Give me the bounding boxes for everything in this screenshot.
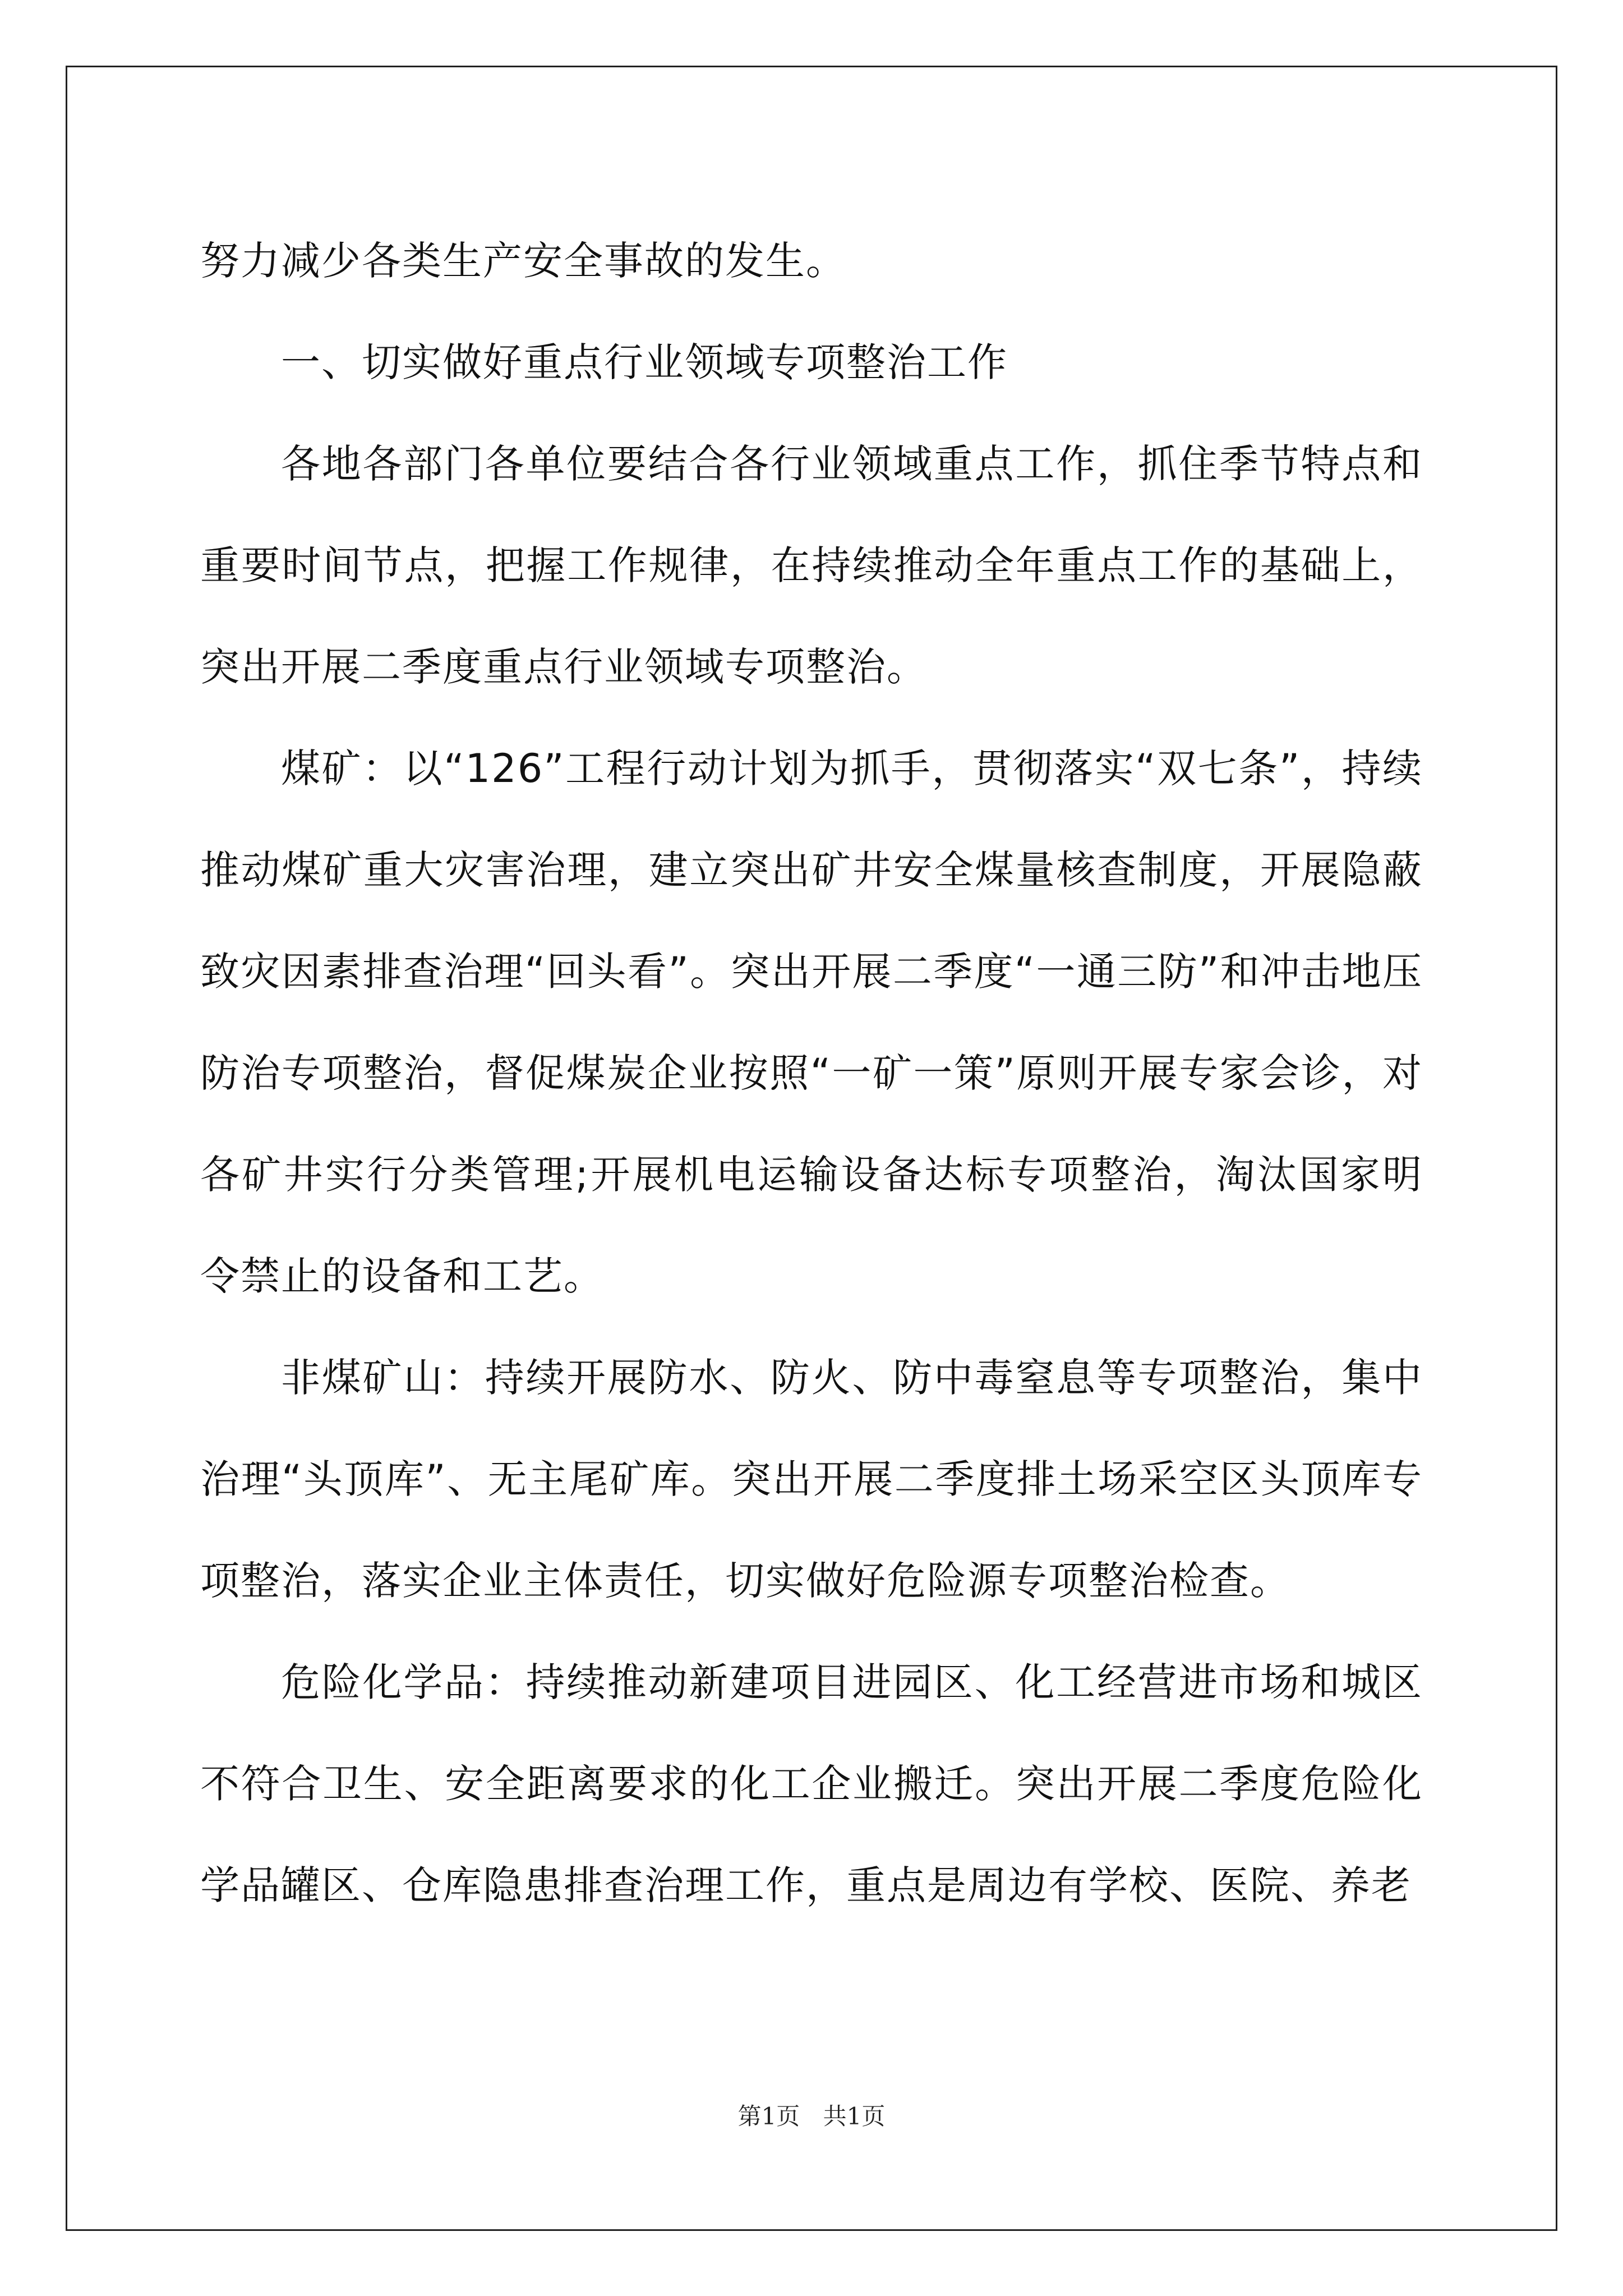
page-number: 第1页 — [737, 2102, 800, 2130]
paragraph-hazardous-chemicals: 危险化学品：持续推动新建项目进园区、化工经营进市场和城区不符合卫生、安全距离要求的化工企业搬迁。突出开展二季度危险化学品罐区、仓库隐患排查治理工作，重点是周边有学校、医院、养老 — [200, 1659, 1423, 1908]
page-footer — [0, 2098, 1623, 2132]
section-heading: 一、切实做好重点行业领域专项整治工作 — [281, 339, 1008, 385]
paragraph-coal-mine: 煤矿：以“126”工程行动计划为抓手，贯彻落实“双七条”，持续推动煤矿重大灾害治理，建立突出矿井安全煤量核查制度，开展隐蔽致灾因素排查治理“回头看”。突出开展二季度“一通三防”和冲击地压防治专项整治，督促煤炭企业按照“一矿一策”原则开展专家会诊，对各矿井实行分类管理;开展机电运输设备达标专项整治，淘汰国家明令禁止的设备和工艺。 — [200, 746, 1423, 1299]
document-body — [200, 210, 1423, 1936]
page-total: 共1页 — [823, 2102, 886, 2130]
paragraph-intro: 各地各部门各单位要结合各行业领域重点工作，抓住季节特点和重要时间节点，把握工作规律，在持续推动全年重点工作的基础上，突出开展二季度重点行业领域专项整治。 — [200, 441, 1423, 690]
paragraph-continuation: 努力减少各类生产安全事故的发生。 — [200, 238, 846, 284]
paragraph-non-coal-mine: 非煤矿山：持续开展防水、防火、防中毒窒息等专项整治，集中治理“头顶库”、无主尾矿库。突出开展二季度排土场采空区头顶库专项整治，落实企业主体责任，切实做好危险源专项整治检查。 — [200, 1355, 1423, 1604]
